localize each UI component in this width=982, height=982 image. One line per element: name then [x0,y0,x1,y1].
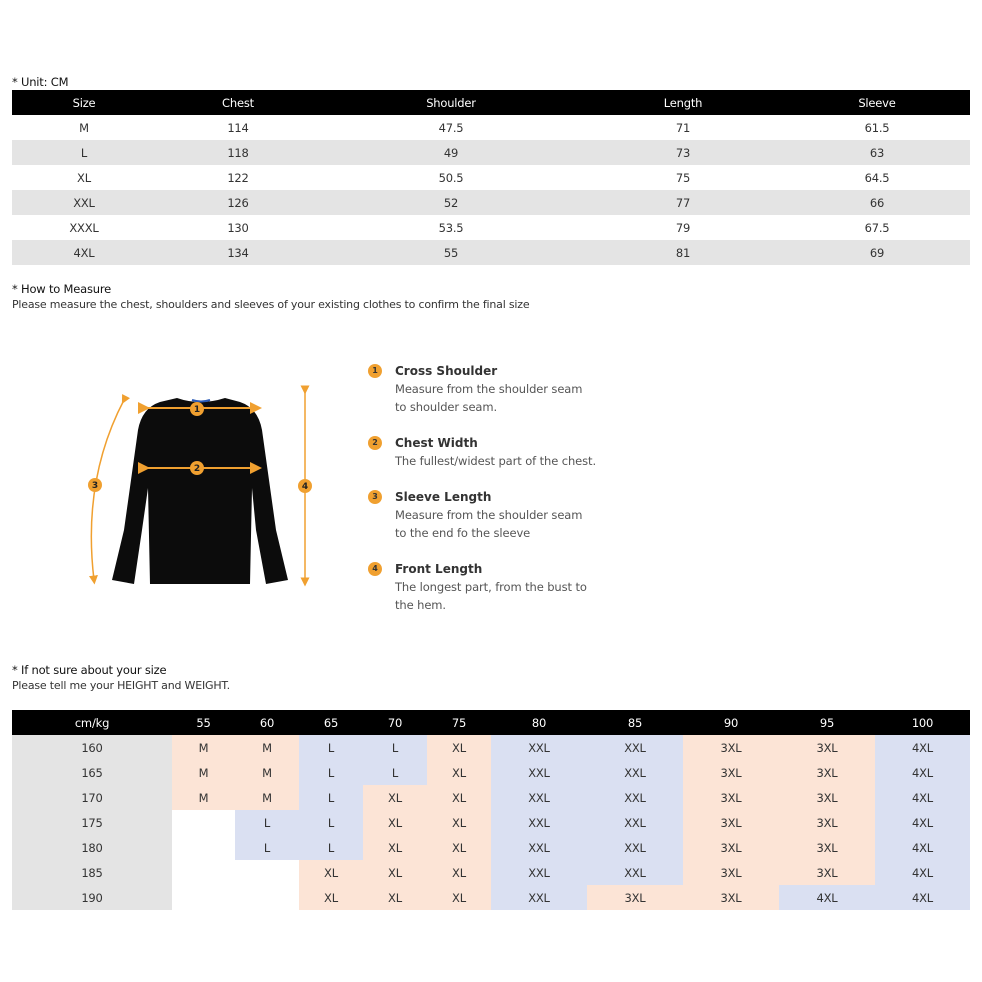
cell-recommended-size: XL [427,760,491,785]
cell-chest: 126 [156,190,320,215]
cell-chest: 114 [227,120,249,135]
cell-height: 180 [12,835,172,860]
header-weight-100: 100 [875,710,970,735]
table-row [12,810,970,835]
cell-recommended-size: L [299,760,363,785]
cell-height: 175 [12,810,172,835]
cell-recommended-size [235,860,299,885]
cell-shoulder: 55 [320,240,582,265]
legend-description: the hem. [395,598,446,612]
cell-recommended-size: XL [299,860,363,885]
legend-item-front-length [366,560,626,614]
number-badge-icon: 3 [368,490,382,504]
legend-title: Chest Width [395,436,478,450]
cell-height: 160 [12,735,172,760]
cell-recommended-size: 4XL [875,885,970,910]
size-chart-header [12,90,970,115]
header-weight-75: 75 [427,710,491,735]
legend-item-chest-width [366,434,626,470]
table-row [12,115,970,140]
cell-recommended-size: XXL [587,860,683,885]
cell-recommended-size: 4XL [875,760,970,785]
cell-size: XXL [12,190,156,215]
table-row [12,165,970,190]
cell-recommended-size: M [235,735,299,760]
header-weight-70: 70 [363,710,427,735]
cell-chest: 134 [156,240,320,265]
cell-recommended-size: L [363,735,427,760]
header-length: Length [582,90,784,115]
cell-recommended-size: 4XL [875,835,970,860]
cell-recommended-size: 3XL [779,785,875,810]
cell-recommended-size: 3XL [779,835,875,860]
legend-description: Measure from the shoulder seam [395,508,583,522]
cell-recommended-size: XL [427,835,491,860]
cell-recommended-size: XXL [491,835,587,860]
svg-text:2: 2 [193,464,201,474]
cell-sleeve: 61.5 [864,120,890,135]
table-row [12,215,970,240]
header-weight-65: 65 [299,710,363,735]
cell-recommended-size: XL [427,885,491,910]
height-weight-header [12,710,970,735]
cell-recommended-size: 4XL [875,860,970,885]
cell-recommended-size: 3XL [683,835,779,860]
cell-height: 190 [12,885,172,910]
svg-text:1: 1 [193,405,201,415]
header-sleeve: Sleeve [784,90,970,115]
legend-item-cross-shoulder [366,362,626,416]
header-weight-80: 80 [491,710,587,735]
cell-recommended-size: XXL [587,835,683,860]
cell-recommended-size: XXL [491,760,587,785]
cell-shoulder: 50.5 [438,170,464,185]
cell-recommended-size: XXL [491,785,587,810]
legend-description: to the end fo the sleeve [395,526,531,540]
legend-item-sleeve-length [366,488,626,542]
table-row [12,190,970,215]
legend-description: The longest part, from the bust to [395,580,587,594]
cell-length: 71 [675,120,691,135]
cell-recommended-size: 4XL [875,810,970,835]
header-weight-60: 60 [235,710,299,735]
cell-recommended-size: L [299,810,363,835]
cell-size: XL [77,170,91,185]
legend-title: Cross Shoulder [395,364,498,378]
cell-recommended-size: XL [363,785,427,810]
cell-recommended-size: 3XL [779,760,875,785]
cell-recommended-size: M [172,735,235,760]
cell-recommended-size: XXL [587,785,683,810]
cell-recommended-size: XL [363,885,427,910]
how-to-measure-description: Please measure the chest, shoulders and sleeves of your existing clothes to confirm the final size [12,298,530,311]
cell-recommended-size [235,885,299,910]
cell-recommended-size: L [235,835,299,860]
legend-description: Measure from the shoulder seam [395,382,583,396]
cell-length: 81 [582,240,784,265]
cell-recommended-size: 4XL [875,735,970,760]
cell-recommended-size [172,860,235,885]
table-row [12,240,970,265]
cell-shoulder: 47.5 [438,120,464,135]
height-weight-table [12,710,970,910]
header-size: Size [12,90,156,115]
table-row [12,785,970,810]
cell-shoulder: 52 [320,190,582,215]
cell-length: 75 [675,170,691,185]
legend-title: Sleeve Length [395,490,492,504]
cell-recommended-size: 4XL [875,785,970,810]
table-row [12,735,970,760]
header-weight-55: 55 [172,710,235,735]
cell-recommended-size: M [235,785,299,810]
svg-text:3: 3 [91,481,99,491]
cell-height: 185 [12,860,172,885]
cell-recommended-size: XL [427,785,491,810]
cell-length: 77 [582,190,784,215]
legend-title: Front Length [395,562,483,576]
table-row [12,835,970,860]
table-row [12,760,970,785]
cell-chest: 122 [227,170,249,185]
cell-recommended-size: XXL [587,735,683,760]
cell-recommended-size [172,885,235,910]
measurement-legend [366,362,626,632]
number-badge-icon: 4 [368,562,382,576]
cell-recommended-size: M [235,760,299,785]
cell-size: XXXL [69,220,99,235]
cell-chest: 130 [227,220,249,235]
cell-height: 170 [12,785,172,810]
cell-size: L [12,140,156,165]
cell-chest: 118 [156,140,320,165]
cell-recommended-size: M [172,760,235,785]
cell-recommended-size: XL [427,810,491,835]
cell-recommended-size: 4XL [779,885,875,910]
header-shoulder: Shoulder [320,90,582,115]
header-cm-kg: cm/kg [12,710,172,735]
cell-recommended-size: XL [427,860,491,885]
number-badge-icon: 1 [368,364,382,378]
cell-recommended-size: XL [363,810,427,835]
cell-sleeve: 64.5 [864,170,890,185]
size-help-description: Please tell me your HEIGHT and WEIGHT. [12,679,230,692]
cell-recommended-size: XXL [491,885,587,910]
table-row [12,140,970,165]
sweater-measurement-diagram [80,380,330,600]
cell-recommended-size: 3XL [779,810,875,835]
cell-recommended-size: XXL [491,860,587,885]
cell-recommended-size: XXL [491,735,587,760]
cell-recommended-size: 3XL [683,785,779,810]
cell-recommended-size: XL [363,860,427,885]
cell-recommended-size: 3XL [683,810,779,835]
cell-recommended-size: L [363,760,427,785]
cell-recommended-size [172,810,235,835]
svg-text:4: 4 [301,482,309,492]
table-row [12,860,970,885]
cell-recommended-size: L [299,735,363,760]
cell-recommended-size: 3XL [683,885,779,910]
cell-sleeve: 63 [784,140,970,165]
header-weight-90: 90 [683,710,779,735]
cell-recommended-size: 3XL [779,735,875,760]
cell-sleeve: 69 [784,240,970,265]
cell-recommended-size: 3XL [779,860,875,885]
cell-length: 73 [582,140,784,165]
cell-height: 165 [12,760,172,785]
cell-recommended-size: XL [363,835,427,860]
cell-recommended-size: L [299,835,363,860]
sweater-illustration-icon [80,380,330,600]
cell-recommended-size: XXL [491,810,587,835]
size-chart-table [12,90,970,265]
cell-sleeve: 67.5 [864,220,890,235]
unit-note: * Unit: CM [12,75,69,89]
cell-recommended-size: XL [427,735,491,760]
cell-recommended-size: 3XL [683,735,779,760]
cell-shoulder: 49 [320,140,582,165]
cell-length: 79 [675,220,691,235]
cell-size: M [79,120,89,135]
cell-size: 4XL [12,240,156,265]
header-weight-85: 85 [587,710,683,735]
cell-recommended-size: L [299,785,363,810]
legend-description: to shoulder seam. [395,400,498,414]
legend-description: The fullest/widest part of the chest. [395,454,597,468]
cell-recommended-size: XXL [587,810,683,835]
cell-recommended-size [172,835,235,860]
cell-recommended-size: 3XL [683,760,779,785]
cell-recommended-size: 3XL [683,860,779,885]
size-help-title: * If not sure about your size [12,663,167,677]
number-badge-icon: 2 [368,436,382,450]
header-weight-95: 95 [779,710,875,735]
cell-recommended-size: 3XL [587,885,683,910]
cell-shoulder: 53.5 [438,220,464,235]
header-chest: Chest [156,90,320,115]
cell-recommended-size: XXL [587,760,683,785]
cell-sleeve: 66 [784,190,970,215]
how-to-measure-title: * How to Measure [12,282,112,296]
cell-recommended-size: M [172,785,235,810]
cell-recommended-size: XL [299,885,363,910]
cell-recommended-size: L [235,810,299,835]
table-row [12,885,970,910]
